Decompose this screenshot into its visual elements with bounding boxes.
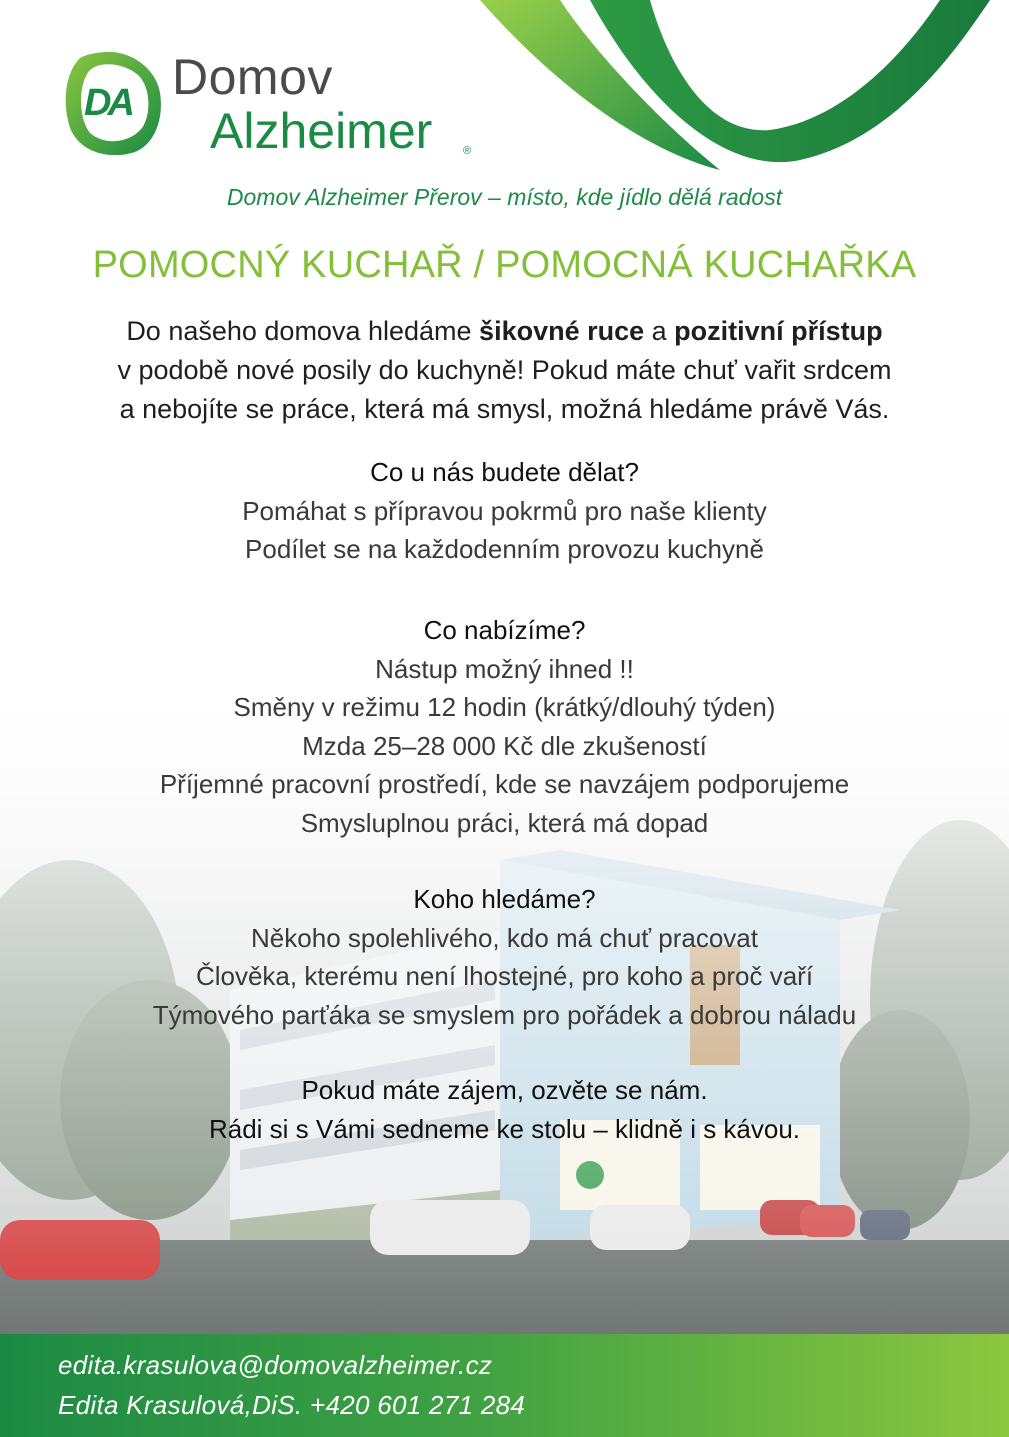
section-looking-for (0, 880, 1009, 1034)
intro-text: Do našeho domova hledáme (126, 316, 480, 346)
list-item: Pomáhat s přípravou pokrmů pro naše klienty (242, 495, 767, 526)
section-offer (0, 611, 1009, 842)
section-heading: Co nabízíme? (423, 615, 586, 645)
intro-bold-2: pozitivní přístup (674, 316, 883, 346)
logo-initials: DA (84, 82, 131, 124)
contact-name-phone: Edita Krasulová,DiS. +420 601 271 284 (58, 1390, 526, 1420)
contact-footer (0, 1334, 1009, 1437)
ribbon-decoration (470, 0, 1009, 175)
brand-logo (60, 48, 490, 168)
closing-line-2: Rádi si s Vámi sedneme ke stolu – klidně i s kávou. (208, 1113, 801, 1144)
list-item: Člověka, kterému není lhostejné, pro koho a proč vaří (195, 961, 814, 991)
intro-line-2: v podobě nové posily do kuchyně! Pokud máte chuť vařit srdcem (117, 355, 892, 385)
intro-line-1 (126, 316, 882, 346)
registered-mark: ® (463, 145, 472, 157)
list-item: Týmového parťáka se smyslem pro pořádek a dobrou náladu (152, 999, 857, 1030)
closing-message (0, 1071, 1009, 1148)
list-item: Příjemné pracovní prostředí, kde se navzájem podporujeme (159, 769, 850, 799)
list-item: Nástup možný ihned !! (375, 653, 634, 684)
closing-line-1: Pokud máte zájem, ozvěte se nám. (301, 1075, 708, 1105)
list-item: Někoho spolehlivého, kdo má chuť pracovat (251, 922, 758, 953)
intro-bold-1: šikovné ruce (479, 316, 645, 346)
logo-word-domov: Domov (172, 49, 333, 105)
logo-word-alzheimer: Alzheimer (210, 103, 433, 159)
intro-text: a (644, 316, 675, 346)
list-item: Mzda 25–28 000 Kč dle zkušeností (302, 730, 707, 761)
intro-line-3: a nebojíte se práce, která má smysl, možná hledáme právě Vás. (119, 394, 890, 424)
tagline: Domov Alzheimer Přerov – místo, kde jídlo dělá radost (226, 184, 783, 210)
list-item: Podílet se na každodenním provozu kuchyně (245, 534, 764, 564)
intro-paragraph (0, 312, 1009, 429)
section-heading: Koho hledáme? (413, 884, 596, 914)
contact-email[interactable]: edita.krasulova@domovalzheimer.cz (58, 1350, 493, 1380)
section-duties (0, 453, 1009, 569)
list-item: Smysluplnou práci, která má dopad (300, 807, 709, 838)
list-item: Směny v režimu 12 hodin (krátký/dlouhý týden) (233, 692, 776, 722)
section-heading: Co u nás budete dělat? (370, 457, 639, 487)
job-title: POMOCNÝ KUCHAŘ / POMOCNÁ KUCHAŘKA (92, 244, 917, 286)
